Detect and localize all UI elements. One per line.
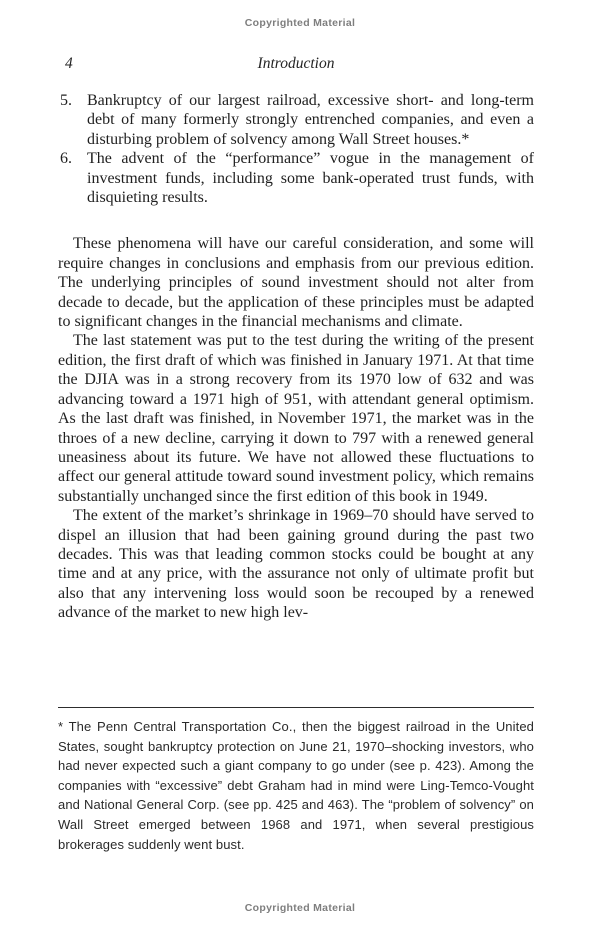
running-title: Introduction	[257, 55, 335, 72]
paragraph: The last statement was put to the test during the writing of the present edition, the first draft of which was finished in January 1971. At that time the DJIA was in a strong recovery from its 1970 low of 632 and was advancing toward a 1971 high of 951, with attendant general optimism. As the last draft was finished, in November 1971, the market was in the throes of a new decline, carrying it down to 797 with a renewed general uneasiness about its future. We have not allowed these fluctuations to affect our general attitude toward sound investment policy, which remains substantially unchanged since the first edition of this book in 1949.	[58, 332, 534, 505]
list-item-number: 5.	[60, 92, 72, 109]
page-body	[58, 91, 534, 623]
body-paragraphs	[58, 234, 534, 622]
list-item-text: Bankruptcy of our largest railroad, excessive short- and long-term debt of many formerly strongly entrenched companies, and even a disturbing problem of solvency among Wall Street houses.*	[87, 92, 534, 148]
footnote: * The Penn Central Transportation Co., then the biggest railroad in the United States, sought bankruptcy protection on June 21, 1970–shocking investors, who had never expected such a giant company to go under (see p. 423). Among the companies with “excessive” debt Graham had in mind were Ling-Temco-Vought and National General Corp. (see pp. 425 and 463). The “problem of solvency” on Wall Street emerged between 1968 and 1971, when several prestigious brokerages suddenly went bust.	[58, 719, 534, 852]
running-header	[58, 55, 534, 75]
list-item-text: The advent of the “performance” vogue in the management of investment funds, including some bank-operated trust funds, with disquieting results.	[87, 150, 534, 207]
list-item	[58, 149, 534, 207]
paragraph: These phenomena will have our careful consideration, and some will require changes in conclusions and emphasis from our previous edition. The underlying principles of sound investment should not alter from decade to decade, but the application of these principles must be adapted to significant changes in the financial mechanisms and climate.	[58, 235, 534, 331]
copyright-notice-bottom: Copyrighted Material	[244, 902, 356, 914]
list-item-number: 6.	[60, 150, 72, 168]
numbered-list	[58, 91, 534, 207]
list-item	[58, 91, 534, 149]
paragraph: The extent of the market’s shrinkage in 1969–70 should have served to dispel an illusion that had been gaining ground during the past two decades. This was that leading common stocks could be bought at any time and at any price, with the assurance not only of ultimate profit but also that any intervening loss would soon be recouped by a renewed advance of the market to new high lev-	[58, 507, 534, 622]
footnote-divider	[58, 707, 534, 708]
page-number: 4	[65, 55, 73, 72]
copyright-notice-top: Copyrighted Material	[244, 17, 356, 29]
